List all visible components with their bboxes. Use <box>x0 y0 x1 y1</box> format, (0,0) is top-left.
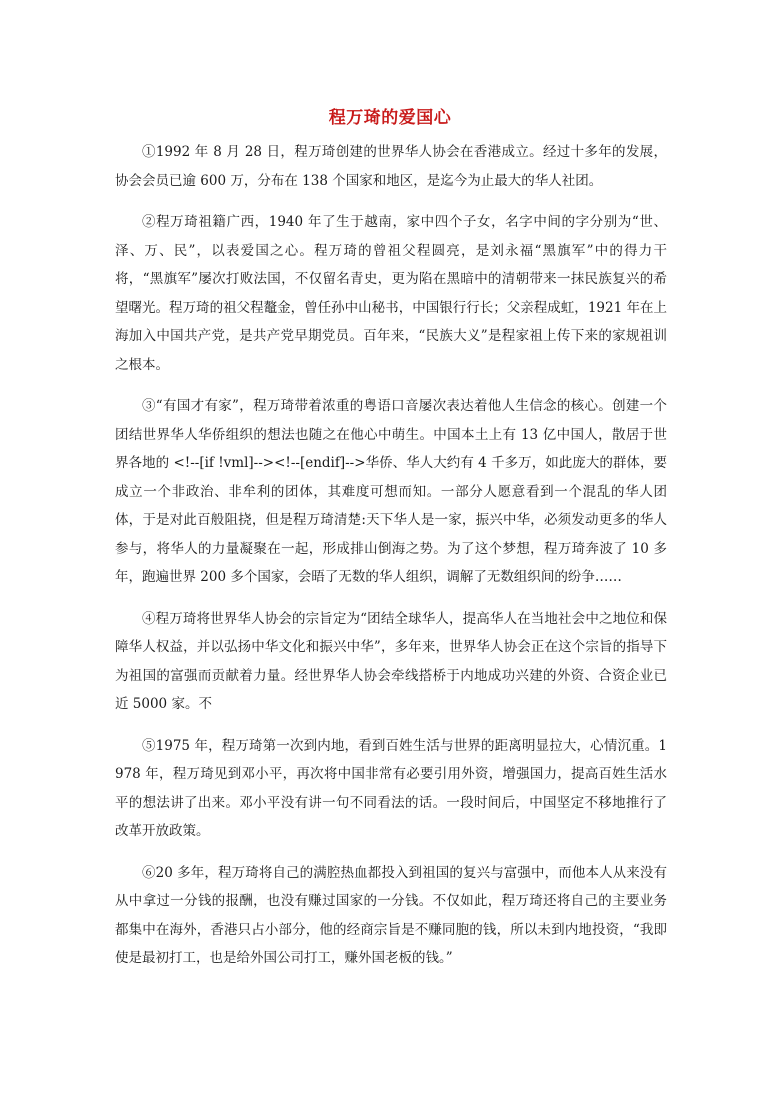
paragraph-1: ①1992 年 8 月 28 日，程万琦创建的世界华人协会在香港成立。经过十多年的发展，协会会员已逾 600 万，分布在 138 个国家和地区，是迄今为止最大的华人社团。 <box>115 144 667 189</box>
paragraph-3: ③“有国才有家”，程万琦带着浓重的粤语口音屡次表达着他人生信念的核心。创建一个团结世界华人华侨组织的想法也随之在他心中萌生。中国本土上有 13 亿中国人，散居于世界各地的 <!--[if !vml]--><!--[endif]-->华侨、华人大约有 4 千多万，如此庞大的群体，要成立一个非政治、非牟利的团体，其难度可想而知。一部分人愿意看到一个混乱的华人团体，于是对此百般阻挠，但是程万琦清楚:天下华人是一家，振兴中华，必须发动更多的华人参与，将华人的力量凝聚在一起，形成排山倒海之势。为了这个梦想，程万琦奔波了 10 多年，跑遍世界 200 多个国家，会晤了无数的华人组织，调解了无数组织间的纷争…… <box>115 398 667 585</box>
paragraph-4: ④程万琦将世界华人协会的宗旨定为“团结全球华人，提高华人在当地社会中之地位和保障华人权益，并以弘扬中华文化和振兴中华”，多年来，世界华人协会正在这个宗旨的指导下为祖国的富强而贡献着力量。经世界华人协会牵线搭桥于内地成功兴建的外资、合资企业已近 5000 家。不 <box>115 610 667 712</box>
paragraph-6: ⑥20 多年，程万琦将自己的满腔热血都投入到祖国的复兴与富强中，而他本人从来没有从中拿过一分钱的报酬，也没有赚过国家的一分钱。不仅如此，程万琦还将自己的主要业务都集中在海外，香港只占小部分，他的经商宗旨是不赚同胞的钱，所以未到内地投资，“我即使是最初打工，也是给外国公司打工，赚外国老板的钱。” <box>115 864 667 966</box>
document-title: 程万琦的爱国心 <box>328 108 452 128</box>
paragraph-5: ⑤1975 年，程万琦第一次到内地，看到百姓生活与世界的距离明显拉大，心情沉重。1978 年，程万琦见到邓小平，再次将中国非常有必要引用外资，增强国力，提高百姓生活水平的想法讲了出来。邓小平没有讲一句不同看法的话。一段时间后，中国坚定不移地推行了改革开放政策。 <box>115 737 667 839</box>
document-body <box>115 138 667 986</box>
paragraph-2: ②程万琦祖籍广西，1940 年了生于越南，家中四个子女，名字中间的字分别为“世、泽、万、民”，以表爱国之心。程万琦的曾祖父程圆亮，是刘永福“黑旗军”中的得力干将，“黑旗军”屡次打败法国，不仅留名青史，更为陷在黑暗中的清朝带来一抹民族复兴的希望曙光。程万琦的祖父程鼇金，曾任孙中山秘书，中国银行行长；父亲程成虹，1921 年在上海加入中国共产党，是共产党早期党员。百年来，“民族大义”是程家祖上传下来的家规祖训之根本。 <box>115 214 667 373</box>
